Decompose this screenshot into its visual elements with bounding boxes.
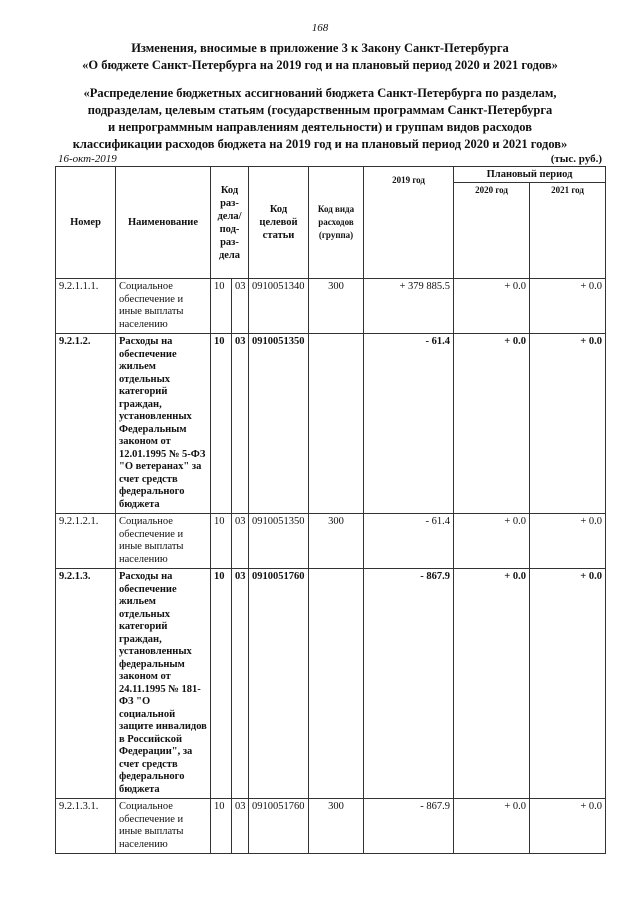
header-target-code: Код целевой статьи xyxy=(249,167,309,279)
table-row xyxy=(56,569,606,799)
row-2021: + 0.0 xyxy=(530,334,606,514)
row-expense: 300 xyxy=(309,514,364,569)
row-2020: + 0.0 xyxy=(454,514,530,569)
header-planned-period: Плановый период xyxy=(454,167,606,183)
row-2020: + 0.0 xyxy=(454,569,530,799)
row-2019: - 867.9 xyxy=(364,569,454,799)
header-2020: 2020 год xyxy=(454,183,530,279)
row-2019: - 867.9 xyxy=(364,799,454,854)
row-subsection: 03 xyxy=(232,569,249,799)
table-row xyxy=(56,514,606,569)
row-name: Социальное обеспечение и иные выплаты населению xyxy=(116,514,211,569)
table-row xyxy=(56,799,606,854)
document-subtitle xyxy=(40,85,600,153)
row-2021: + 0.0 xyxy=(530,569,606,799)
subtitle-line-1: «Распределение бюджетных ассигнований бюджета Санкт-Петербурга по разделам, xyxy=(83,86,557,100)
row-2021: + 0.0 xyxy=(530,279,606,334)
row-2019: - 61.4 xyxy=(364,514,454,569)
row-name: Социальное обеспечение и иные выплаты населению xyxy=(116,799,211,854)
row-2019: - 61.4 xyxy=(364,334,454,514)
page-number: 168 xyxy=(311,22,329,34)
row-target: 0910051350 xyxy=(249,334,309,514)
row-number: 9.2.1.3. xyxy=(56,569,116,799)
row-number: 9.2.1.2. xyxy=(56,334,116,514)
title-line-2: «О бюджете Санкт-Петербурга на 2019 год и на плановый период 2020 и 2021 годов» xyxy=(82,58,558,72)
header-number: Номер xyxy=(56,167,116,279)
title-line-1: Изменения, вносимые в приложение 3 к Закону Санкт-Петербурга xyxy=(131,41,509,55)
row-expense xyxy=(309,569,364,799)
row-target: 0910051340 xyxy=(249,279,309,334)
row-2020: + 0.0 xyxy=(454,279,530,334)
row-subsection: 03 xyxy=(232,799,249,854)
row-2021: + 0.0 xyxy=(530,514,606,569)
row-subsection: 03 xyxy=(232,514,249,569)
row-section: 10 xyxy=(211,514,232,569)
row-target: 0910051760 xyxy=(249,799,309,854)
row-2019: + 379 885.5 xyxy=(364,279,454,334)
table-row xyxy=(56,334,606,514)
header-section-code: Код раз- дела/ под- раз- дела xyxy=(211,167,249,279)
row-target: 0910051350 xyxy=(249,514,309,569)
row-subsection: 03 xyxy=(232,279,249,334)
units-label: (тыс. руб.) xyxy=(550,153,602,165)
header-2021: 2021 год xyxy=(530,183,606,279)
row-section: 10 xyxy=(211,279,232,334)
table-row xyxy=(56,279,606,334)
budget-table xyxy=(55,166,606,854)
row-expense: 300 xyxy=(309,799,364,854)
row-name: Расходы на обеспечение жильем отдельных категорий граждан, установленных федеральным законом от 24.11.1995 № 181-ФЗ "О социальной защите инвалидов в Российской Федерации", за счет средств федерального бюджета xyxy=(116,569,211,799)
document-date: 16-окт-2019 xyxy=(58,153,117,165)
row-name: Социальное обеспечение и иные выплаты населению xyxy=(116,279,211,334)
row-2020: + 0.0 xyxy=(454,799,530,854)
row-section: 10 xyxy=(211,334,232,514)
row-number: 9.2.1.2.1. xyxy=(56,514,116,569)
header-name: Наименование xyxy=(116,167,211,279)
row-expense xyxy=(309,334,364,514)
subtitle-line-2: подразделам, целевым статьям (государственным программам Санкт-Петербурга xyxy=(87,103,553,117)
row-expense: 300 xyxy=(309,279,364,334)
row-section: 10 xyxy=(211,799,232,854)
row-name: Расходы на обеспечение жильем отдельных категорий граждан, установленных Федеральным законом от 12.01.1995 № 5-ФЗ "О ветеранах" за счет средств федерального бюджета xyxy=(116,334,211,514)
row-target: 0910051760 xyxy=(249,569,309,799)
subtitle-line-3: и непрограммным направлениям деятельности) и группам видов расходов xyxy=(108,120,532,134)
row-number: 9.2.1.3.1. xyxy=(56,799,116,854)
row-number: 9.2.1.1.1. xyxy=(56,279,116,334)
header-2019: 2019 год xyxy=(364,167,454,279)
header-expense-type: Код вида расходов (группа) xyxy=(309,167,364,279)
row-section: 10 xyxy=(211,569,232,799)
subtitle-line-4: классификации расходов бюджета на 2019 год и на плановый период 2020 и 2021 годов» xyxy=(72,137,568,151)
document-title xyxy=(40,40,600,74)
row-2020: + 0.0 xyxy=(454,334,530,514)
row-2021: + 0.0 xyxy=(530,799,606,854)
row-subsection: 03 xyxy=(232,334,249,514)
